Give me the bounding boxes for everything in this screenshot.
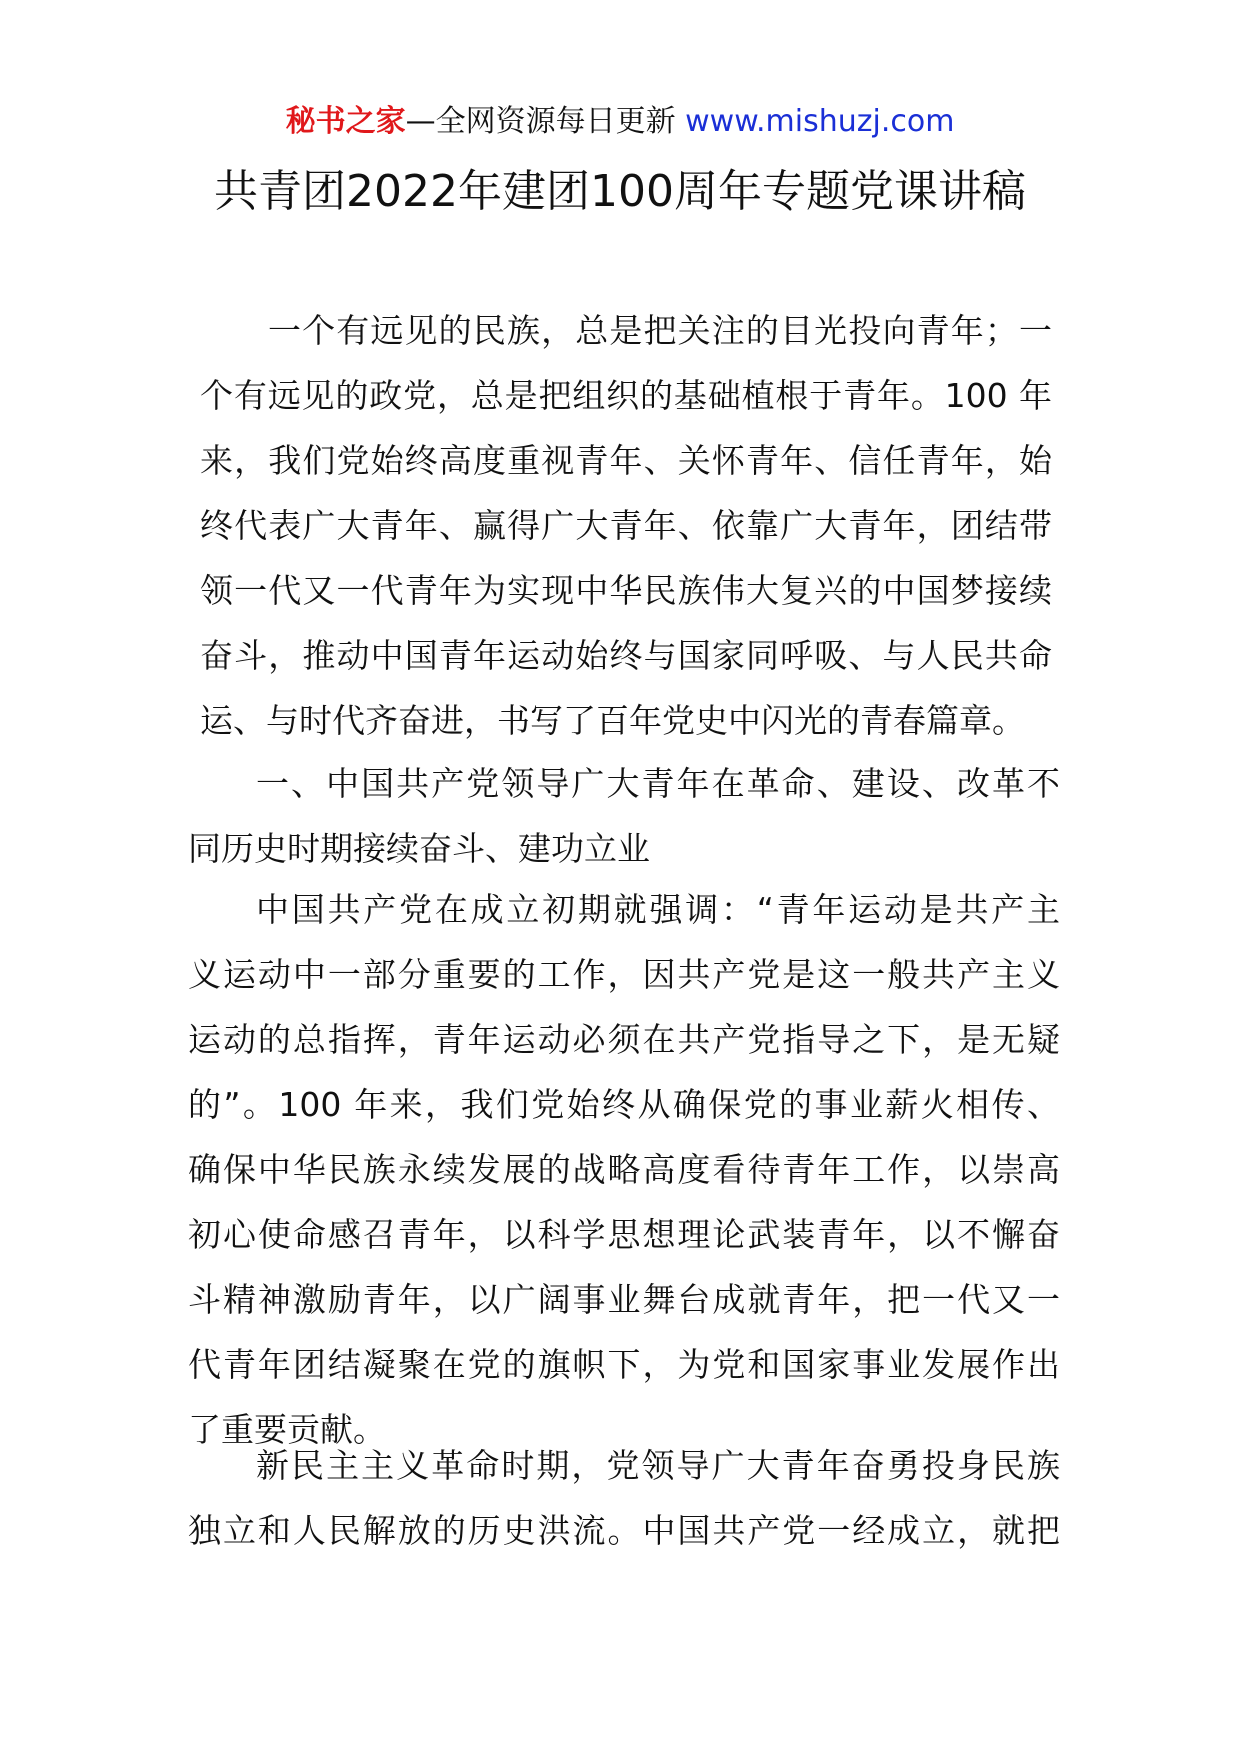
text-line: 来，我们党始终高度重视青年、关怀青年、信任青年，始 [200,441,1052,480]
text-line: 义运动中一部分重要的工作，因共产党是这一般共产主义 [188,955,1060,994]
text-line: 的”。100 年来，我们党始终从确保党的事业薪火相传、 [188,1085,1060,1124]
text-line: 终代表广大青年、赢得广大青年、依靠广大青年，团结带 [200,506,1052,545]
site-header [0,102,1240,142]
text-line: 了重要贡献。 [188,1410,386,1449]
text-line: 领一代又一代青年为实现中华民族伟大复兴的中国梦接续 [200,571,1052,610]
document-title: 共青团2022年建团100周年专题党课讲稿 [214,166,1026,217]
text-line: 确保中华民族永续发展的战略高度看待青年工作，以崇高 [188,1150,1060,1189]
body-paragraph [188,877,1060,1462]
header-tagline: —全网资源每日更新 [405,104,686,139]
text-line: 中国共产党在成立初期就强调：“青年运动是共产主 [256,890,1060,929]
text-line: 运、与时代齐奋进，书写了百年党史中闪光的青春篇章。 [200,701,1025,740]
text-line: 斗精神激励青年，以广阔事业舞台成就青年，把一代又一 [188,1280,1060,1319]
body-paragraph [188,1433,1060,1563]
brand-name: 秘书之家 [285,104,406,139]
text-line: 新民主主义革命时期，党领导广大青年奋勇投身民族 [256,1446,1060,1485]
intro-paragraph [200,298,1052,753]
text-line: 代青年团结凝聚在党的旗帜下，为党和国家事业发展作出 [188,1345,1060,1384]
text-line: 初心使命感召青年，以科学思想理论武装青年，以不懈奋 [188,1215,1060,1254]
text-line: 个有远见的政党，总是把组织的基础植根于青年。100 年 [200,376,1052,415]
text-line: 独立和人民解放的历史洪流。中国共产党一经成立，就把 [188,1511,1060,1550]
text-line: 一个有远见的民族，总是把关注的目光投向青年；一 [268,311,1052,350]
text-line: 奋斗，推动中国青年运动始终与国家同呼吸、与人民共命 [200,636,1052,675]
text-line: 同历史时期接续奋斗、建功立业 [188,829,650,868]
text-line: 运动的总指挥，青年运动必须在共产党指导之下，是无疑 [188,1020,1060,1059]
text-line: 一、中国共产党领导广大青年在革命、建设、改革不 [256,764,1060,803]
site-url-link[interactable]: www.mishuzj.com [685,104,955,139]
section-heading [188,751,1060,881]
